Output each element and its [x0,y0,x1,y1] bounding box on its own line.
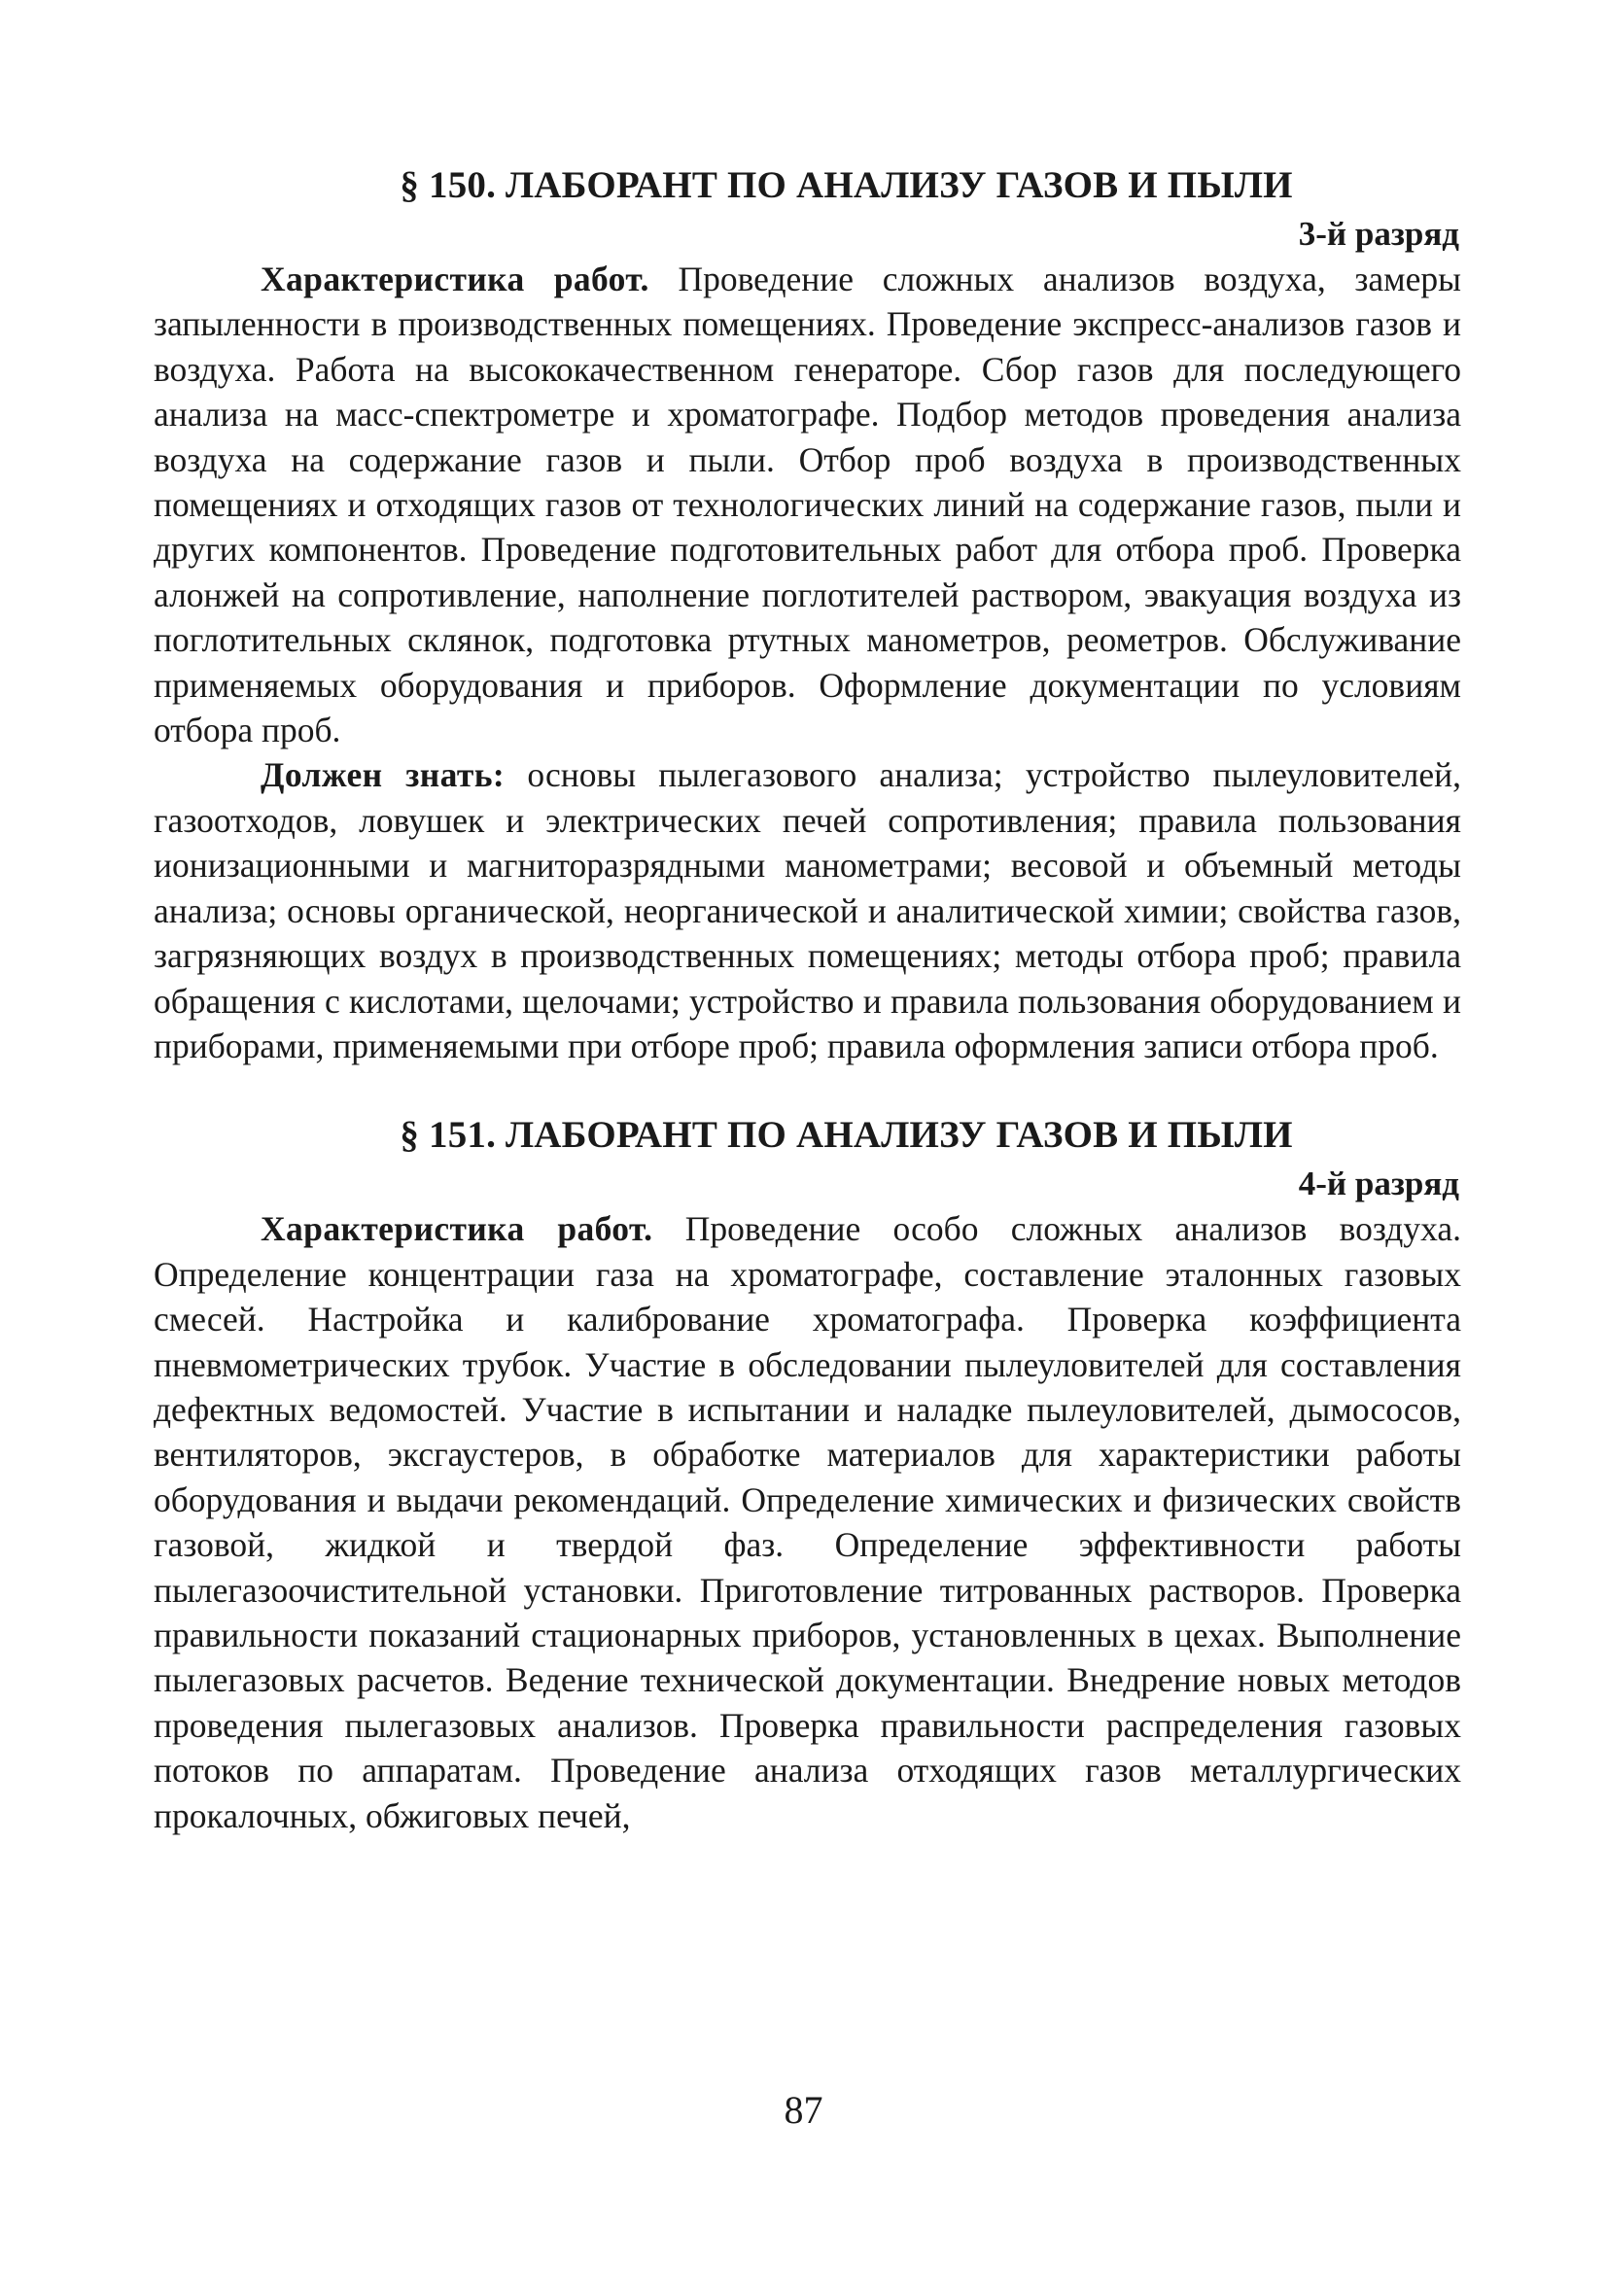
characteristics-label: Характеристика работ. [261,260,649,298]
characteristics-paragraph [154,1206,1461,1838]
section-title: § 150. ЛАБОРАНТ ПО АНАЛИЗУ ГАЗОВ И ПЫЛИ [400,164,1293,206]
section-150 [154,163,1461,1068]
section-151 [154,1113,1461,1838]
grade-label: 4-й разряд [1298,1165,1459,1203]
characteristics-text: Проведение особо сложных анализов воздуха. Определение концентрации газа на хроматографе, составление эталонных газовых смесей. Настройка и калибрование хроматографа. Проверка коэффициента пневмометрических трубок. Участие в обследовании пылеуловителей для составления дефектных ведомостей. Участие в испытании и наладке пылеуловителей, дымососов, вентиляторов, эксгаустеров, в обработке материалов для характеристики работы оборудования и выдачи рекомендаций. Определение химических и физических свойств газовой, жидкой и твердой фаз. Определение эффективности работы пылегазоочистительной установки. Приготовление титрованных растворов. Проверка правильности показаний стационарных приборов, установленных в цехах. Выполнение пылегазовых расчетов. Ведение технической документации. Внедрение новых методов проведения пылегазовых анализов. Проверка правильности распределения газовых потоков по аппаратам. Проведение анализа отходящих газов металлургических прокалочных, обжиговых печей, [154,1209,1461,1835]
section-title: § 151. ЛАБОРАНТ ПО АНАЛИЗУ ГАЗОВ И ПЫЛИ [400,1114,1293,1157]
document-page [154,163,1461,1838]
characteristics-label: Характеристика работ. [261,1209,653,1249]
knowledge-label: Должен знать: [261,755,506,795]
page-number: 87 [784,2088,823,2132]
characteristics-text: Проведение сложных анализов воздуха, замеры запыленности в производственных помещениях. Проведение экспресс-анализов газов и воздуха. Работа на высококачественном генераторе. Сбор газов для последующего анализа на масс-спектрометре и хроматографе. Подбор методов проведения анализа воздуха на содержание газов и пыли. Отбор проб воздуха в производственных помещениях и отходящих газов от технологических линий на содержание газов, пыли и других компонентов. Проведение подготовительных работ для отбора проб. Проверка алонжей на сопротивление, наполнение поглотителей раствором, эвакуация воздуха из поглотительных склянок, подготовка ртутных манометров, реометров. Обслуживание применяемых оборудования и приборов. Оформление документации по условиям отбора проб. [154,260,1461,750]
knowledge-text: основы пылегазового анализа; устройство пылеуловителей, газоотходов, ловушек и электрических печей сопротивления; правила пользования ионизационными и магниторазрядными манометрами; весовой и объемный методы анализа; основы органической, неорганической и аналитической химии; свойства газов, загрязняющих воздух в производственных помещениях; методы отбора проб; правила обращения с кислотами, щелочами; устройство и правила пользования оборудованием и приборами, применяемыми при отборе проб; правила оформления записи отбора проб. [154,755,1461,1065]
grade-label: 3-й разряд [1298,215,1459,253]
characteristics-paragraph [154,257,1461,752]
knowledge-paragraph [154,752,1461,1068]
